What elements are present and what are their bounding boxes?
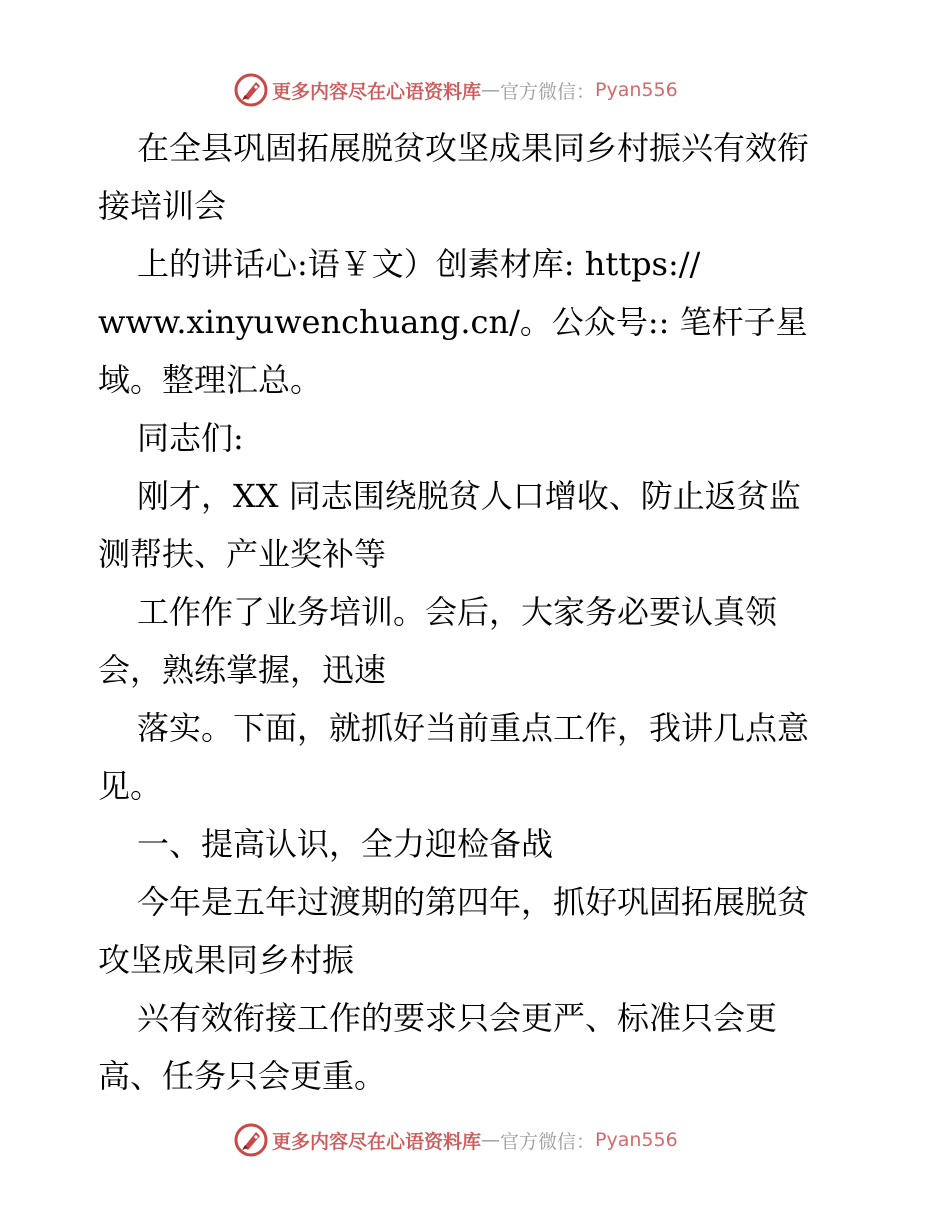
watermark-sub-text: 官方微信： <box>500 80 596 103</box>
watermark-banner-bottom <box>234 1122 734 1158</box>
doc-line: 接培训会 <box>98 187 227 225</box>
pen-nib-logo-icon <box>234 73 268 107</box>
pen-nib-logo-icon <box>234 1123 268 1157</box>
doc-line: 见。 <box>98 767 163 805</box>
doc-line: 同志们: <box>137 419 244 457</box>
doc-line: 高、任务只会更重。 <box>98 1057 387 1095</box>
watermark-dash: — <box>481 1129 501 1151</box>
doc-line: 会，熟练掌握，迅速 <box>98 651 387 689</box>
doc-line: 工作作了业务培训。会后，大家务必要认真领 <box>137 593 778 631</box>
doc-line: 兴有效衔接工作的要求只会更严、标准只会更 <box>137 999 778 1037</box>
doc-line: 落实。下面，就抓好当前重点工作，我讲几点意 <box>137 709 810 747</box>
watermark-account: Pyan556 <box>595 79 678 101</box>
doc-line: 域。整理汇总。 <box>98 361 323 399</box>
doc-line: 攻坚成果同乡村振 <box>98 941 355 979</box>
watermark-sub-text: 官方微信： <box>500 1130 596 1153</box>
watermark-main-text: 更多内容尽在心语资料库 <box>272 1130 482 1153</box>
doc-line: 测帮扶、产业奖补等 <box>98 535 387 573</box>
section-heading: 一、提高认识，全力迎检备战 <box>137 825 554 863</box>
watermark-main-text: 更多内容尽在心语资料库 <box>272 80 482 103</box>
doc-line: 今年是五年过渡期的第四年，抓好巩固拓展脱贫 <box>137 883 810 921</box>
watermark-banner-top <box>234 72 734 108</box>
doc-line: 上的讲话心:语￥文）创素材库: https:// <box>137 245 701 283</box>
doc-line: www.xinyuwenchuang.cn/。公众号:: 笔杆子星 <box>98 303 808 341</box>
watermark-dash: — <box>481 79 501 101</box>
doc-line: 刚才，XX 同志围绕脱贫人口增收、防止返贫监 <box>137 477 801 515</box>
watermark-account: Pyan556 <box>595 1129 678 1151</box>
doc-line: 在全县巩固拓展脱贫攻坚成果同乡村振兴有效衔 <box>137 129 810 167</box>
